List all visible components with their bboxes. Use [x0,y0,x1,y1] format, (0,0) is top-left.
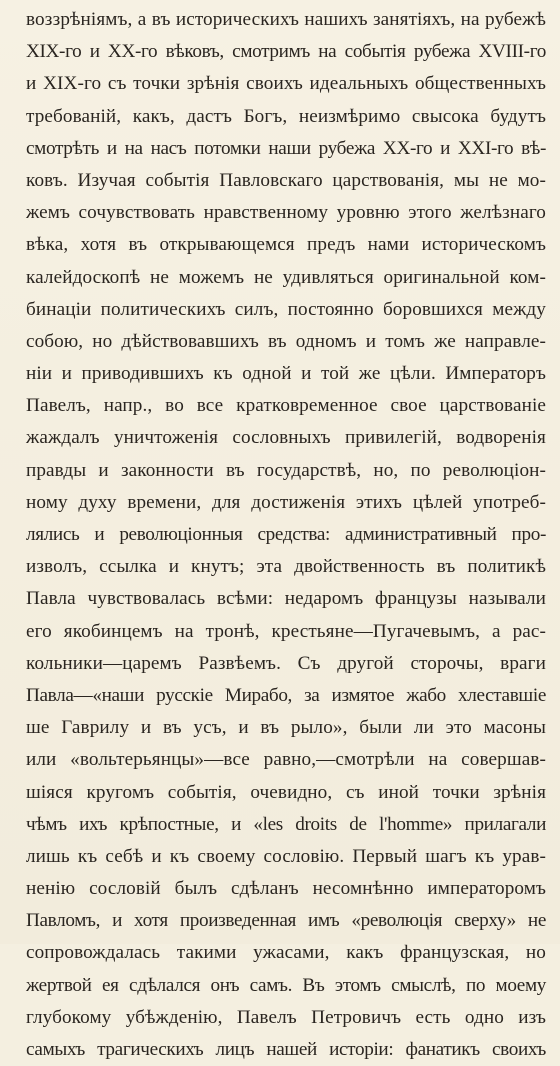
text-line: чѣмъ ихъ крѣпостные, и «les droits de l'homme» прилагали [26,813,546,835]
text-line: ніи и приводившихъ къ одной и той же цѣли. Императоръ [26,363,546,385]
text-line: ному духу времени, для достиженія этихъ цѣлей употреб- [26,491,546,513]
body-text [26,4,546,1066]
text-line: сопровождалась такими ужасами, какъ французская, но [26,942,546,964]
text-line: калейдоскопѣ не можемъ не удивляться оригинальной ком- [26,266,546,288]
text-line: жемъ сочувствовать нравственному уровню этого желѣзнаго [26,202,546,224]
text-line: собою, но дѣйствовавшихъ въ одномъ и томъ же направле- [26,330,546,352]
text-line: воззрѣніямъ, а въ историческихъ нашихъ занятіяхъ, на рубежѣ [26,9,546,30]
text-line: самыхъ трагическихъ лицъ нашей исторіи: фанатикъ своихъ [26,1039,546,1060]
text-line: и XIX-го съ точки зрѣнія своихъ идеальныхъ общественныхъ [26,73,546,95]
text-line: шіяся кругомъ событія, очевидно, съ иной точки зрѣнія [26,781,546,803]
text-line: изволъ, ссылка и кнутъ; эта двойственность въ политикѣ [26,556,546,578]
text-line: ненію сословій былъ сдѣланъ несомнѣнно императоромъ [26,878,546,900]
text-line: кольники—царемъ Развѣемъ. Съ другой сторочы, враги [26,652,546,674]
text-line: Павла чувствовалась всѣми: недаромъ французы называли [26,588,546,610]
text-line: смотрѣть и на насъ потомки наши рубежа XX-го и XXI-го вѣ- [26,137,546,159]
text-line: лишь къ себѣ и къ своему сословію. Первый шагъ къ урав- [26,845,546,867]
text-line: его якобинцемъ на тронѣ, крестьяне—Пугачевымъ, а рас- [26,620,546,642]
text-line: Павла—«наши русскіе Мирабо, за измятое жабо хлеставшіе [26,684,546,706]
text-line: вѣка, хотя въ открывающемся предъ нами историческомъ [26,234,546,256]
text-line: требованій, какъ, дастъ Богъ, неизмѣримо свысока будутъ [26,105,546,127]
text-line: ковъ. Изучая событія Павловскаго царствованія, мы не мо- [26,169,546,191]
text-line: правды и законности въ государствѣ, но, по революціон- [26,459,546,481]
text-line: XIX-го и XX-го вѣковъ, смотримъ на событія рубежа XVIII-го [26,41,546,63]
text-line: или «вольтерьянцы»—все равно,—смотрѣли на совершав- [26,749,546,771]
text-line: Павелъ, напр., во все кратковременное свое царствованіе [26,395,546,417]
text-line: ше Гаврилу и въ усъ, и въ рыло», были ли это масоны [26,717,546,739]
text-line: Павломъ, и хотя произведенная имъ «революція сверху» не [26,910,546,932]
text-line: бинаціи политическихъ силъ, постоянно боровшихся между [26,298,546,320]
text-line: лялись и революціонныя средства: административный про- [26,524,546,545]
text-line: жаждалъ уничтоженія сословныхъ привилегій, водворенія [26,427,546,449]
text-line: глубокому убѣжденію, Павелъ Петровичъ есть одно изъ [26,1006,546,1028]
text-line: жертвой ея сдѣлался онъ самъ. Въ этомъ смыслѣ, по моему [26,974,546,996]
